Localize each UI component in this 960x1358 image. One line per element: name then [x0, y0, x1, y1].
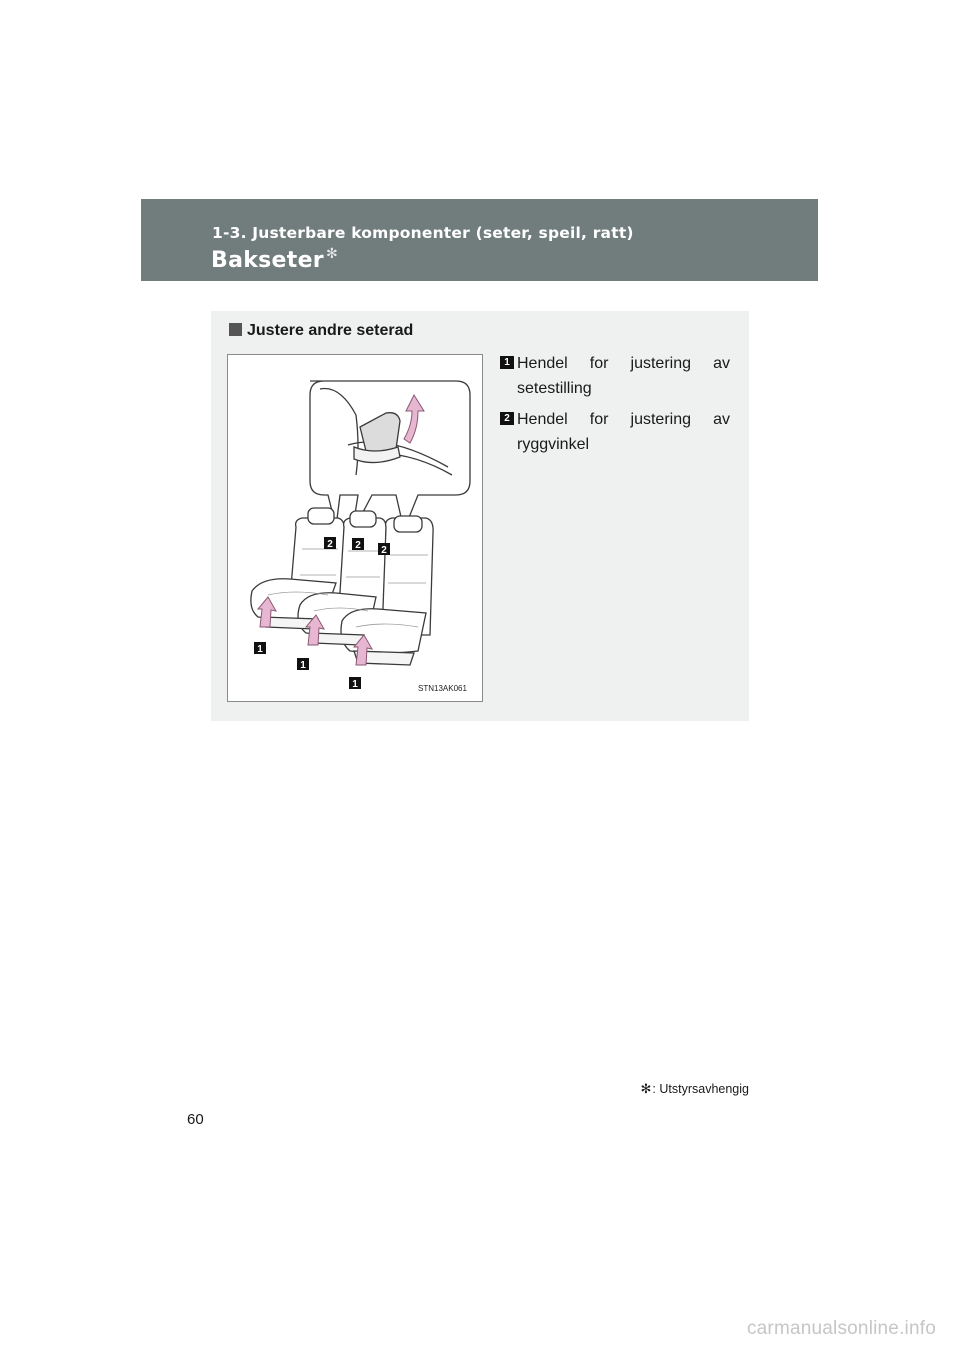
- footnote: [641, 1081, 749, 1097]
- callout-2-right: [378, 543, 390, 556]
- svg-text:1: 1: [257, 644, 263, 655]
- headrest-left: [308, 508, 334, 524]
- header-band: [141, 199, 818, 281]
- rear-seat-drawing: [228, 355, 482, 701]
- content-panel: [211, 311, 749, 721]
- cushion-right: [341, 609, 426, 653]
- legend-number-badge: 2: [500, 412, 514, 425]
- svg-text:1: 1: [352, 679, 358, 690]
- callout-2-left: [324, 537, 336, 550]
- svg-text:2: 2: [355, 540, 361, 551]
- watermark-text: carmanualsonline.info: [746, 1318, 936, 1339]
- svg-text:2: 2: [381, 545, 387, 556]
- headrest-center: [350, 511, 376, 527]
- svg-text:2: 2: [327, 539, 333, 550]
- legend-item: [500, 351, 730, 401]
- figure-code: STN13AK061: [418, 684, 467, 693]
- seat-illustration: [227, 354, 483, 702]
- square-bullet-icon: [229, 323, 242, 336]
- legend-number-badge: 1: [500, 356, 514, 369]
- callout-1-center: [297, 658, 309, 671]
- subheading: [229, 322, 413, 340]
- legend-item: [500, 407, 730, 457]
- footnote-text: : Utstyrsavhengig: [652, 1082, 749, 1096]
- callout-1-right: [349, 677, 361, 690]
- page-heading-text: Bakseter: [211, 248, 324, 273]
- legend-text: Hendel for justering av ryggvinkel: [517, 411, 730, 453]
- callout-2-center: [352, 538, 364, 551]
- callout-1-left: [254, 642, 266, 655]
- headrest-right: [394, 516, 422, 532]
- page-number: 60: [187, 1111, 204, 1128]
- subheading-text: Justere andre seterad: [247, 322, 414, 339]
- asterisk-icon: ✻: [640, 1081, 652, 1096]
- legend: [500, 351, 730, 463]
- legend-text: Hendel for justering av setestilling: [517, 355, 730, 397]
- page-heading: [211, 248, 338, 273]
- asterisk-icon: ✻: [325, 246, 338, 262]
- section-title: 1-3. Justerbare komponenter (seter, speil, ratt): [212, 224, 634, 242]
- svg-text:1: 1: [300, 660, 306, 671]
